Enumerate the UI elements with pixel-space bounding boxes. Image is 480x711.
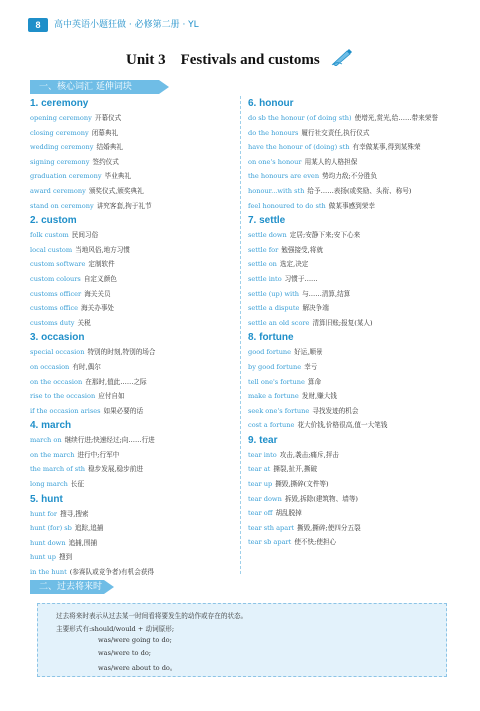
- phrase-chinese: 勉强接受,将就: [281, 245, 323, 254]
- phrase-chinese: 撕毁,撕碎(文件等): [275, 480, 329, 489]
- phrase-english: long march: [30, 480, 68, 489]
- vocab-entry: [30, 169, 240, 184]
- vocab-block: [248, 331, 458, 433]
- phrase-english: good fortune: [248, 348, 292, 357]
- vocab-entry: [30, 126, 240, 141]
- vocab-block: [248, 434, 458, 550]
- phrase-chinese: 攻击,袭击;痛斥,抨击: [279, 450, 339, 459]
- phrase-chinese: 自定义颜色: [83, 274, 117, 283]
- phrase-english: tear up: [248, 480, 273, 489]
- column-divider: [240, 96, 241, 574]
- vocab-entry: [30, 257, 240, 272]
- phrase-chinese: 有幸做某事,得到某殊荣: [352, 143, 421, 152]
- vocab-entry: [30, 389, 240, 404]
- phrase-english: custom colours: [30, 274, 81, 283]
- phrase-english: honour...with sth: [248, 186, 305, 195]
- vocab-entry: [248, 418, 458, 433]
- vocab-entry: [248, 287, 458, 302]
- vocab-entry: [30, 287, 240, 302]
- phrase-english: on one's honour: [248, 157, 302, 166]
- grammar-form-2: was/were going to do;: [98, 636, 172, 644]
- vocab-entry: [248, 140, 458, 155]
- vocab-entry: [30, 272, 240, 287]
- vocab-block: [30, 493, 240, 580]
- vocab-entry: [30, 243, 240, 258]
- vocab-entry: [248, 257, 458, 272]
- vocab-entry: [248, 506, 458, 521]
- phrase-english: settle (up) with: [248, 289, 300, 298]
- phrase-chinese: 做某事感到荣幸: [328, 201, 375, 210]
- phrase-english: hunt down: [30, 538, 66, 547]
- phrase-chinese: 追捕,围捕: [68, 538, 98, 547]
- vocab-headword: 6. honour: [248, 98, 294, 109]
- phrase-english: hunt for: [30, 509, 58, 518]
- vocab-entry: [30, 521, 240, 536]
- phrase-english: folk custom: [30, 231, 69, 240]
- phrase-english: settle into: [248, 274, 282, 283]
- vocab-entry: [30, 228, 240, 243]
- phrase-english: settle a dispute: [248, 304, 300, 313]
- phrase-english: closing ceremony: [30, 128, 89, 137]
- phrase-english: tell one's fortune: [248, 377, 305, 386]
- phrase-english: on the march: [30, 450, 75, 459]
- phrase-english: tear sb apart: [248, 538, 292, 547]
- phrase-chinese: 在那时,值此……之际: [85, 377, 147, 386]
- phrase-english: make a fortune: [248, 392, 299, 401]
- vocab-headword: 9. tear: [248, 434, 278, 446]
- phrase-chinese: 解决争端: [302, 304, 329, 313]
- phrase-chinese: 胡乱脱掉: [275, 509, 302, 518]
- phrase-english: settle on: [248, 260, 277, 269]
- section-vocabulary-banner: 一、核心词汇 延伸词块: [30, 80, 159, 94]
- vocab-entry: [30, 536, 240, 551]
- vocab-headword: 5. hunt: [30, 493, 63, 505]
- vocab-entry: [248, 184, 458, 199]
- phrase-chinese: 继续行进;快速经过;向……行进: [64, 436, 155, 445]
- phrase-chinese: 关税: [77, 318, 91, 327]
- phrase-chinese: 花大价钱,价格很高,值一大笔钱: [297, 421, 388, 430]
- vocab-entry: [30, 316, 240, 331]
- phrase-english: do the honours: [248, 128, 299, 137]
- phrase-english: tear into: [248, 450, 277, 459]
- phrase-english: award ceremony: [30, 186, 86, 195]
- vocab-entry: [30, 507, 240, 522]
- grammar-form-4: was/were about to do。: [98, 664, 177, 672]
- phrase-english: by good fortune: [248, 362, 302, 371]
- vocab-entry: [248, 228, 458, 243]
- phrase-chinese: 民间习俗: [71, 231, 99, 240]
- phrase-english: graduation ceremony: [30, 172, 102, 181]
- pen-icon: [331, 48, 353, 66]
- vocab-block: [30, 419, 240, 491]
- vocab-entry: [30, 184, 240, 199]
- vocab-entry: [30, 462, 240, 477]
- phrase-chinese: 海关办事处: [81, 304, 115, 313]
- phrase-chinese: 定制软件: [88, 260, 115, 269]
- phrase-chinese: 毕业典礼: [104, 172, 131, 181]
- book-title: 高中英语小题狂做 · 必修第二册 · YL: [54, 20, 199, 30]
- phrase-chinese: 撕毁,撕碎;使四分五裂: [297, 523, 361, 532]
- phrase-english: do sb the honour (of doing sth): [248, 114, 352, 122]
- phrase-chinese: 搜到: [58, 553, 73, 562]
- phrase-chinese: 发财,赚大钱: [301, 392, 337, 401]
- vocab-block: [30, 331, 240, 418]
- vocab-entry: [248, 243, 458, 258]
- vocab-entry: [248, 375, 458, 390]
- phrase-chinese: 用某人的人格担保: [304, 157, 358, 166]
- phrase-chinese: 追踪,追捕: [74, 524, 104, 533]
- phrase-chinese: 拆毁,拆除(建筑物、墙等): [284, 494, 358, 503]
- phrase-chinese: 开幕仪式: [94, 114, 122, 122]
- phrase-english: custom software: [30, 260, 86, 269]
- phrase-chinese: 讲究客套,拘于礼节: [96, 201, 152, 210]
- vocab-headword: 4. march: [30, 420, 72, 432]
- phrase-chinese: (参赛队或竞争者)有机会获得: [69, 568, 155, 577]
- vocab-entry: [30, 360, 240, 375]
- phrase-english: march on: [30, 436, 62, 445]
- vocab-headword: 3. occasion: [30, 332, 85, 344]
- phrase-chinese: 习惯于……: [284, 274, 318, 283]
- phrase-english: in the hunt: [30, 568, 67, 577]
- phrase-english: on the occasion: [30, 377, 83, 386]
- vocab-block: [248, 97, 458, 213]
- vocab-headword: 2. custom: [30, 215, 77, 227]
- phrase-english: have the honour of (doing) sth: [248, 143, 350, 152]
- vocab-entry: [248, 492, 458, 507]
- phrase-chinese: 有时,偶尔: [72, 362, 101, 371]
- phrase-chinese: 应付自如: [98, 392, 125, 401]
- phrase-english: customs duty: [30, 318, 75, 327]
- vocab-headword: 1. ceremony: [30, 98, 89, 109]
- phrase-english: tear down: [248, 494, 282, 503]
- phrase-chinese: 幸亏: [304, 362, 318, 371]
- phrase-english: seek one's fortune: [248, 406, 310, 415]
- page-header: [0, 0, 480, 30]
- phrase-chinese: 结婚典礼: [96, 143, 123, 152]
- phrase-english: the march of sth: [30, 465, 86, 474]
- vocab-headword: 7. settle: [248, 215, 286, 227]
- vocab-headword: 8. fortune: [248, 332, 294, 344]
- phrase-chinese: 长征: [70, 480, 85, 489]
- phrase-chinese: 寻找发迹的机会: [312, 406, 359, 415]
- vocab-entry: [30, 550, 240, 565]
- vocab-entry: [248, 389, 458, 404]
- vocab-entry: [30, 111, 240, 126]
- phrase-english: wedding ceremony: [30, 143, 94, 152]
- phrase-english: local custom: [30, 245, 73, 254]
- phrase-english: tear off: [248, 509, 273, 518]
- vocab-entry: [30, 155, 240, 170]
- unit-title: Unit 3 Festivals and customs: [126, 52, 320, 68]
- left-vocabulary-column: [30, 96, 240, 580]
- phrase-chinese: 清算旧账;报复(某人): [312, 318, 373, 327]
- phrase-chinese: 给予……表扬(或奖励、头衔、称号): [307, 186, 412, 195]
- phrase-chinese: 海关关员: [84, 289, 111, 298]
- phrase-chinese: 定居;安静下来;安下心来: [289, 231, 361, 240]
- vocab-entry: [248, 301, 458, 316]
- phrase-chinese: 颁奖仪式,颁奖典礼: [88, 186, 144, 195]
- vocab-entry: [30, 477, 240, 492]
- vocab-entry: [248, 272, 458, 287]
- vocab-entry: [248, 169, 458, 184]
- vocab-entry: [248, 477, 458, 492]
- phrase-english: customs office: [30, 304, 79, 313]
- phrase-english: tear at: [248, 465, 271, 474]
- phrase-english: stand on ceremony: [30, 201, 94, 210]
- vocab-entry: [248, 535, 458, 550]
- page-number: 8: [28, 18, 48, 32]
- section-grammar-banner: 二、过去将来时: [30, 580, 104, 594]
- vocab-entry: [248, 462, 458, 477]
- phrase-chinese: 特别的时刻,特别的场合: [87, 348, 156, 357]
- phrase-english: special occasion: [30, 348, 85, 357]
- phrase-chinese: 使增光,赏光,给……带来荣誉: [354, 114, 438, 122]
- vocab-block: [30, 97, 240, 213]
- phrase-chinese: 与……清算,结算: [302, 289, 351, 298]
- vocab-entry: [30, 199, 240, 214]
- phrase-english: signing ceremony: [30, 157, 90, 166]
- vocab-entry: [248, 404, 458, 419]
- vocab-entry: [248, 448, 458, 463]
- phrase-chinese: 算命: [307, 377, 322, 386]
- grammar-definition: 过去将来时表示从过去某一时间看将要发生的动作或存在的状态。: [56, 612, 248, 620]
- vocab-entry: [248, 199, 458, 214]
- phrase-english: settle down: [248, 231, 287, 240]
- vocab-entry: [30, 433, 240, 448]
- phrase-chinese: 当地风俗,地方习惯: [75, 245, 130, 254]
- phrase-english: tear sth apart: [248, 523, 294, 532]
- vocab-entry: [248, 316, 458, 331]
- phrase-chinese: 势均力敌;不分胜负: [322, 172, 378, 181]
- vocab-entry: [248, 126, 458, 141]
- phrase-chinese: 闭幕典礼: [91, 128, 119, 137]
- phrase-english: hunt up: [30, 553, 56, 562]
- phrase-english: settle for: [248, 245, 279, 254]
- phrase-chinese: 稳步发展,稳步前进: [88, 465, 143, 474]
- phrase-chinese: 进行中;行军中: [77, 450, 120, 459]
- vocab-block: [248, 214, 458, 330]
- phrase-chinese: 选定,决定: [279, 260, 309, 269]
- vocab-entry: [30, 375, 240, 390]
- phrase-chinese: 如果必要的话: [103, 406, 144, 415]
- vocab-entry: [30, 345, 240, 360]
- phrase-english: rise to the occasion: [30, 392, 96, 401]
- vocab-block: [30, 214, 240, 330]
- grammar-note-box: [37, 603, 447, 677]
- phrase-chinese: 撕裂,扯开,撕破: [273, 465, 318, 474]
- phrase-english: feel honoured to do sth: [248, 201, 326, 210]
- phrase-english: cost a fortune: [248, 421, 295, 430]
- phrase-english: if the occasion arises: [30, 406, 101, 415]
- vocab-entry: [30, 565, 240, 580]
- grammar-form-3: was/were to do;: [98, 649, 152, 657]
- phrase-english: the honours are even: [248, 172, 320, 181]
- phrase-chinese: 使不快;使担心: [294, 538, 337, 547]
- phrase-chinese: 签约仪式: [92, 157, 119, 166]
- vocab-entry: [30, 448, 240, 463]
- phrase-english: hunt (for) sb: [30, 524, 72, 533]
- phrase-chinese: 搜寻,搜索: [60, 509, 89, 518]
- vocab-entry: [248, 521, 458, 536]
- phrase-english: on occasion: [30, 362, 70, 371]
- phrase-chinese: 履行社交责任,执行仪式: [301, 128, 370, 137]
- vocab-entry: [30, 404, 240, 419]
- vocab-entry: [30, 301, 240, 316]
- right-vocabulary-column: [248, 96, 458, 550]
- vocab-entry: [248, 155, 458, 170]
- phrase-english: customs officer: [30, 289, 82, 298]
- vocab-entry: [248, 111, 458, 126]
- phrase-english: opening ceremony: [30, 114, 92, 122]
- phrase-english: settle an old score: [248, 318, 310, 327]
- phrase-chinese: 好运,顺景: [294, 348, 323, 357]
- vocab-entry: [248, 345, 458, 360]
- grammar-form-1: 主要形式有:should/would + 动词原形;: [56, 625, 175, 633]
- vocab-entry: [248, 360, 458, 375]
- vocab-entry: [30, 140, 240, 155]
